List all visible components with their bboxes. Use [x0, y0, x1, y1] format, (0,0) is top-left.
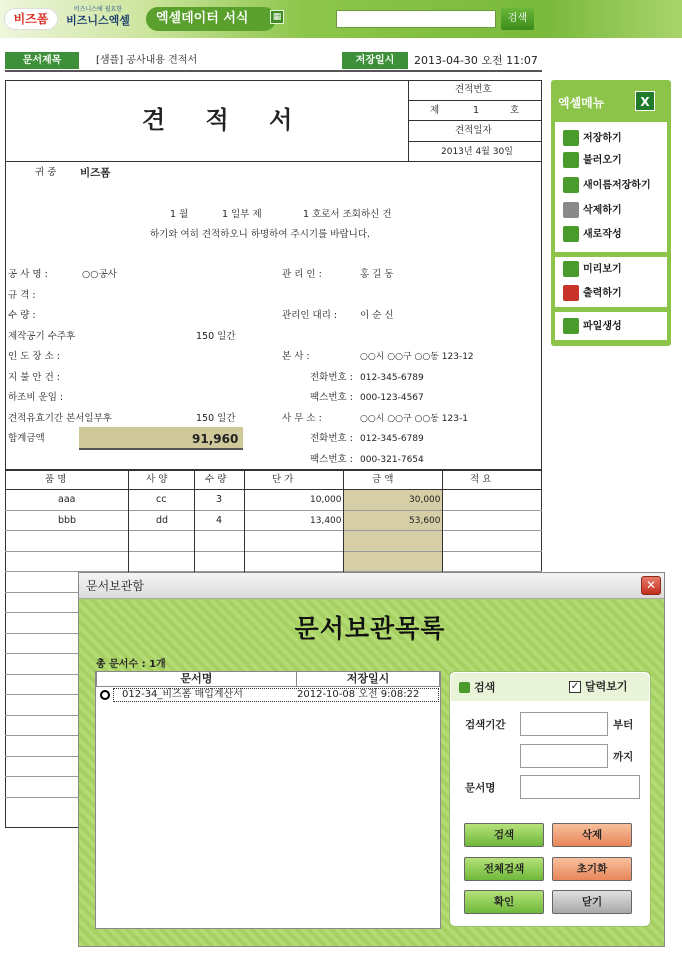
menu-delete[interactable] — [563, 202, 622, 220]
table-cell[interactable]: bbb — [58, 515, 77, 526]
table-cell[interactable]: 30,000 — [409, 495, 441, 505]
quote-no-prefix: 제 — [430, 105, 440, 116]
field-value[interactable]: 000-321-7654 — [360, 455, 424, 465]
saved-at-label: 저장일시 — [342, 52, 408, 69]
close-button[interactable]: 닫기 — [552, 890, 632, 914]
table-header: 사 양 — [146, 474, 168, 485]
quote-no-value[interactable]: 1 — [473, 105, 480, 116]
field-value[interactable]: 012-345-6789 — [360, 373, 424, 383]
excel-logo-icon: X — [635, 91, 655, 111]
table-cell[interactable]: 53,600 — [409, 516, 441, 526]
field-label: 수 량 : — [8, 310, 36, 321]
dialog-titlebar[interactable] — [79, 573, 664, 599]
field-value[interactable]: 홍 길 동 — [360, 269, 394, 280]
excel-sheet-icon: ▦ — [270, 10, 284, 24]
quote-title: 견 적 서 — [142, 106, 309, 134]
intro-number: 1 호로서 조회하신 건 — [303, 209, 392, 220]
grid-line — [5, 674, 79, 675]
menu-save-as-label: 새이름저장하기 — [583, 180, 651, 191]
field-label: 전화번호 : — [310, 372, 353, 383]
table-header: 수 량 — [205, 474, 227, 485]
field-label: 본 사 : — [282, 351, 310, 362]
field-label: 견적유효기간 본서일부후 — [8, 413, 112, 424]
table-header: 적 요 — [470, 474, 492, 485]
calendar-checkbox-label: 달력보기 — [585, 680, 628, 693]
quote-no-label: 견적번호 — [455, 84, 492, 95]
period-label: 검색기간 — [465, 719, 506, 731]
grid-line — [5, 715, 79, 716]
docname-label: 문서명 — [465, 782, 496, 794]
grid-line — [5, 612, 79, 613]
docname-input[interactable] — [520, 775, 640, 799]
menu-print[interactable] — [563, 285, 622, 303]
total-label: 합계금액 — [8, 433, 45, 444]
field-value[interactable]: ○○공사 — [82, 269, 117, 280]
document-list[interactable] — [95, 671, 441, 929]
logo-wordmark: 비즈니스엑셀 — [66, 14, 130, 27]
search-panel-icon — [459, 682, 470, 693]
search-panel-title: 검색 — [474, 681, 496, 694]
to-label: 까지 — [613, 751, 634, 763]
menu-open-label: 불러오기 — [583, 155, 622, 166]
field-label: 공 사 명 : — [8, 269, 48, 280]
menu-save-as[interactable] — [563, 177, 651, 195]
top-search-button[interactable]: 검색 — [501, 8, 534, 30]
generate-file-icon — [563, 318, 579, 334]
total-amount: 91,960 — [192, 432, 239, 446]
table-cell[interactable]: cc — [156, 494, 167, 505]
search-panel — [449, 671, 651, 927]
dialog-title: 문서보관함 — [86, 579, 144, 593]
table-cell[interactable]: 3 — [216, 494, 223, 505]
business-excel-logo[interactable] — [62, 6, 134, 32]
recipient-label: 귀 중 — [35, 167, 57, 178]
intro-month: 1 월 — [170, 209, 189, 220]
field-label: 팩스번호 : — [310, 392, 353, 403]
period-end-input[interactable] — [520, 744, 608, 768]
quote-date-value[interactable]: 2013년 4월 30일 — [441, 147, 513, 157]
table-header: 금 액 — [372, 474, 394, 485]
intro-day: 1 일부 제 — [222, 209, 262, 220]
field-label: 사 무 소 : — [282, 413, 322, 424]
trash-icon — [563, 202, 579, 218]
field-value[interactable]: ○○시 ○○구 ○○동 123-12 — [360, 352, 474, 362]
doc-title-label: 문서제목 — [5, 52, 79, 69]
new-document-icon — [563, 226, 579, 242]
menu-delete-label: 삭제하기 — [583, 205, 622, 216]
table-cell[interactable]: 13,400 — [310, 516, 342, 526]
save-as-icon — [563, 177, 579, 193]
grid-line — [408, 141, 542, 142]
grid-line — [128, 470, 129, 572]
field-label: 관 리 인 : — [282, 269, 322, 280]
preview-icon — [563, 261, 579, 277]
search-button[interactable]: 검색 — [464, 823, 544, 847]
menu-save-label: 저장하기 — [583, 133, 622, 144]
intro-text: 하기와 여히 견적하오니 하명하여 주시기를 바랍니다. — [150, 229, 371, 240]
grid-line — [5, 551, 542, 552]
grid-line — [5, 694, 79, 695]
field-label: 제작공기 수주후 — [8, 331, 76, 342]
field-value[interactable]: 000-123-4567 — [360, 393, 424, 403]
grid-line — [5, 797, 79, 798]
field-value[interactable]: 150 일간 — [196, 331, 236, 342]
saved-at-value: 2013-04-30 오전 11:07 — [414, 54, 538, 67]
recipient-value[interactable]: 비즈폼 — [80, 167, 111, 179]
list-row-radio[interactable] — [100, 690, 110, 700]
menu-preview[interactable] — [563, 261, 622, 279]
excel-menu-title: 엑셀메뉴 — [558, 96, 605, 110]
quote-no-suffix: 호 — [510, 105, 520, 116]
menu-new[interactable] — [563, 226, 622, 244]
bizpom-logo[interactable]: 비즈폼 — [4, 8, 58, 30]
print-icon — [563, 285, 579, 301]
ok-button[interactable]: 확인 — [464, 890, 544, 914]
close-icon[interactable]: ✕ — [641, 576, 661, 595]
menu-generate-file[interactable] — [563, 318, 622, 336]
field-value[interactable]: ○○시 ○○구 ○○동 123-1 — [360, 414, 468, 424]
calendar-checkbox[interactable]: ✓ — [570, 681, 580, 692]
grid-line — [5, 735, 79, 736]
list-item[interactable] — [113, 688, 439, 702]
field-label: 팩스번호 : — [310, 454, 353, 465]
field-label: 관리인 대리 : — [282, 310, 338, 321]
period-start-input[interactable] — [520, 712, 608, 736]
table-cell[interactable]: aaa — [58, 494, 76, 505]
menu-open[interactable] — [563, 152, 622, 170]
grid-line — [5, 633, 79, 634]
list-header-saved[interactable]: 저장일시 — [296, 671, 440, 687]
delete-button[interactable]: 삭제 — [552, 823, 632, 847]
menu-new-label: 새로작성 — [583, 229, 622, 240]
list-item-name: 012-34_비즈폼 매입계산서 — [122, 689, 243, 700]
field-label: 전화번호 : — [310, 433, 353, 444]
field-label: 하조비 운임 : — [8, 392, 64, 403]
grid-line — [194, 470, 195, 572]
grid-line — [408, 100, 542, 101]
field-value[interactable]: 150 일간 — [196, 413, 236, 424]
save-icon — [563, 130, 579, 146]
field-label: 지 불 안 건 : — [8, 372, 60, 383]
search-all-button[interactable]: 전체검색 — [464, 857, 544, 881]
grid-line — [5, 510, 542, 511]
menu-generate-label: 파일생성 — [583, 321, 622, 332]
reset-button[interactable]: 초기화 — [552, 857, 632, 881]
logo-tagline: 비즈니스에 필요한 — [73, 6, 123, 13]
grid-line — [244, 470, 245, 572]
grid-line — [408, 120, 542, 121]
field-label: 인 도 장 소 : — [8, 351, 60, 362]
table-header: 단 가 — [272, 474, 294, 485]
app-title: 엑셀데이터 서식 — [146, 7, 276, 31]
grid-line — [5, 161, 542, 162]
doc-title-value: [샘플] 공사내용 견적서 — [96, 55, 198, 66]
field-value[interactable]: 이 순 신 — [360, 310, 394, 321]
open-icon — [563, 152, 579, 168]
header-divider — [5, 70, 542, 72]
table-cell[interactable]: 10,000 — [310, 495, 342, 505]
list-item-saved: 2012-10-08 오전 9:08:22 — [297, 689, 420, 700]
table-header: 품 명 — [45, 474, 67, 485]
grid-line — [343, 470, 344, 572]
grid-line — [5, 653, 79, 654]
list-header-name[interactable]: 문서명 — [96, 671, 297, 687]
grid-line — [5, 530, 542, 531]
field-label: 규 격 : — [8, 290, 36, 301]
menu-save[interactable] — [563, 130, 622, 148]
top-search-input[interactable] — [336, 10, 496, 28]
quote-date-label: 견적일자 — [455, 125, 492, 136]
menu-print-label: 출력하기 — [583, 288, 622, 299]
from-label: 부터 — [613, 719, 634, 731]
grid-line — [5, 469, 542, 471]
grid-line — [5, 756, 79, 757]
grid-line — [5, 489, 542, 490]
document-count: 총 문서수 : 1개 — [96, 659, 166, 670]
grid-line — [5, 776, 79, 777]
grid-line — [5, 592, 79, 593]
grid-line — [442, 470, 443, 572]
menu-preview-label: 미리보기 — [583, 264, 622, 275]
table-cell[interactable]: 4 — [216, 515, 223, 526]
field-value[interactable]: 012-345-6789 — [360, 434, 424, 444]
table-cell[interactable]: dd — [156, 515, 169, 526]
dialog-heading: 문서보관목록 — [294, 614, 446, 643]
